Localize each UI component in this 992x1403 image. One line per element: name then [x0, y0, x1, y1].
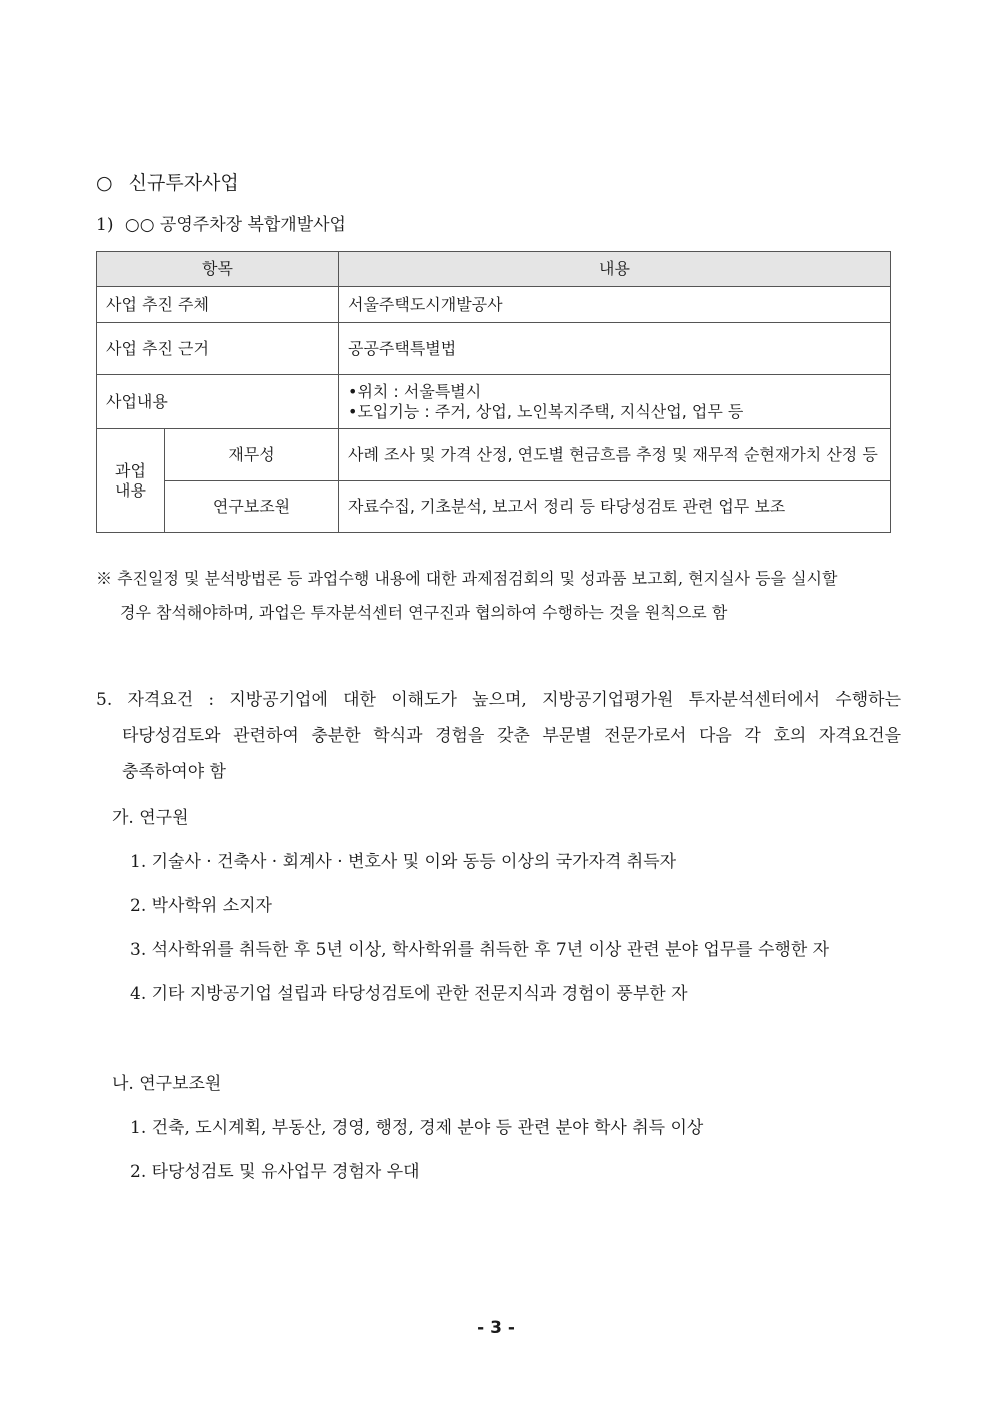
header-content: 내용	[339, 252, 891, 287]
header-item: 항목	[97, 252, 339, 287]
row-label: 재무성	[165, 429, 339, 481]
list-item: 2. 박사학위 소지자	[130, 896, 272, 916]
row-label: 연구보조원	[165, 481, 339, 533]
table-row	[97, 287, 891, 323]
row-label: 사업내용	[97, 375, 339, 429]
section-title: ○ 신규투자사업	[96, 172, 239, 194]
row-label: 사업 추진 주체	[97, 287, 339, 323]
row-value: 서울주택도시개발공사	[339, 287, 891, 323]
group-label: 과업 내용	[97, 429, 165, 533]
assistant-heading: 나. 연구보조원	[112, 1074, 222, 1094]
table-row	[97, 429, 891, 481]
table-row	[97, 375, 891, 429]
list-item: 1. 건축, 도시계획, 부동산, 경영, 행정, 경제 분야 등 관련 분야 학사 취득 이상	[130, 1118, 704, 1138]
row-label: 사업 추진 근거	[97, 323, 339, 375]
table-header-row	[97, 252, 891, 287]
row-value: 공공주택특별법	[339, 323, 891, 375]
list-item: 3. 석사학위를 취득한 후 5년 이상, 학사학위를 취득한 후 7년 이상 관련 분야 업무를 수행한 자	[130, 940, 830, 960]
table-row	[97, 481, 891, 533]
row-value	[339, 375, 891, 429]
project-table	[96, 251, 891, 533]
researcher-heading: 가. 연구원	[112, 808, 189, 828]
row-value: 자료수집, 기초분석, 보고서 정리 등 타당성검토 관련 업무 보조	[339, 481, 891, 533]
table-row	[97, 323, 891, 375]
circle-bullet-icon: ○	[96, 172, 113, 194]
list-item: 4. 기타 지방공기업 설립과 타당성검토에 관한 전문지식과 경험이 풍부한 자	[130, 984, 688, 1004]
list-item: 1. 기술사 · 건축사 · 회계사 · 변호사 및 이와 동등 이상의 국가자격 취득자	[130, 852, 677, 872]
functions-line: •도입기능 : 주거, 상업, 노인복지주택, 지식산업, 업무 등	[348, 401, 744, 421]
subsection-title: 1) ○○ 공영주차장 복합개발사업	[96, 215, 346, 235]
qualification-paragraph: 5. 자격요건 : 지방공기업에 대한 이해도가 높으며, 지방공기업평가원 투자분석센터에서 수행하는 타당성검토와 관련하여 충분한 학식과 경험을 갖춘 부문별 전문가로서 다음 각 호의 자격요건을 충족하여야 함	[96, 690, 901, 782]
list-item: 2. 타당성검토 및 유사업무 경험자 우대	[130, 1162, 420, 1182]
page-number: - 3 -	[477, 1318, 515, 1338]
location-line: •위치 : 서울특별시	[348, 381, 482, 401]
note-paragraph: ※ 추진일정 및 분석방법론 등 과업수행 내용에 대한 과제점검회의 및 성과품 보고회, 현지실사 등을 실시할 경우 참석해야하며, 과업은 투자분석센터 연구진과 협의하여 수행하는 것을 원칙으로 함	[96, 569, 838, 622]
row-value: 사례 조사 및 가격 산정, 연도별 현금흐름 추정 및 재무적 순현재가치 산정 등	[339, 429, 891, 481]
